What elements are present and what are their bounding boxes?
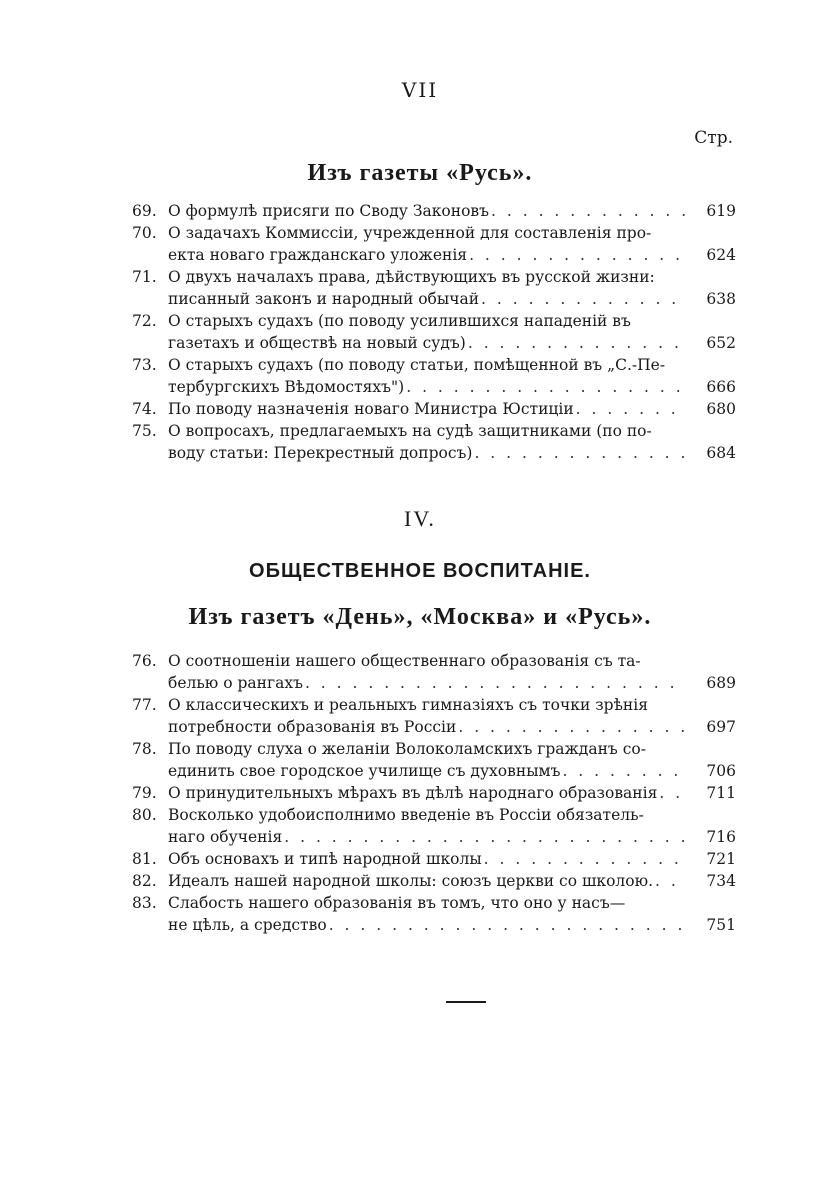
toc-dot-leader [458,716,686,738]
toc-entry-title: Восколько удобоисполнимо введеніе въ Россіи обязатель- [168,806,644,824]
toc-entry-title: тербургскихъ Вѣдомостяхъ") [168,378,405,396]
toc-entry-page: 716 [706,828,736,846]
toc-entry-line [132,826,736,848]
toc-entry-number: 79. [132,784,157,802]
toc-entry-line [132,848,736,870]
toc-entry-line [132,738,736,760]
toc-entry-page: 697 [706,718,736,736]
toc-entry-line [132,288,736,310]
toc-entry-line [132,694,736,716]
toc-entry-page: 652 [706,334,736,352]
toc-dot-leader [481,288,686,310]
toc-entry [132,266,736,310]
toc-entry-page: 734 [706,872,736,890]
toc-entry-number: 83. [132,894,157,912]
toc-entry [132,420,736,464]
toc-entry-title: наго обученія [168,828,283,846]
toc-entry-title: О старыхъ судахъ (по поводу усилившихся нападеній въ [168,312,631,330]
toc-entry-page: 680 [706,400,736,418]
toc-entry-line [132,222,736,244]
toc-entry-line [132,782,736,804]
toc-entry [132,870,736,892]
toc-entry [132,650,736,694]
toc-entry-title: единить свое городское училище съ духовнымъ [168,762,561,780]
toc-entry-page: 638 [706,290,736,308]
toc-dot-leader [284,826,686,848]
toc-entry-number: 82. [132,872,157,890]
toc-entry-title: О соотношеніи нашего общественнаго образованія съ та- [168,652,641,670]
toc-entry-number: 70. [132,224,157,242]
page-number: VII [401,78,439,102]
toc-dot-leader [305,672,686,694]
toc-entry-line [132,354,736,376]
toc-entry-line [132,266,736,288]
toc-dot-leader [576,398,686,420]
toc-dot-leader [406,376,686,398]
toc-dot-leader [474,442,686,464]
toc-entry-line [132,914,736,936]
toc-entry-number: 73. [132,356,157,374]
toc-dot-leader [484,848,686,870]
toc-entry-title: екта новаго гражданскаго уложенія [168,246,468,264]
toc-section2 [132,650,736,936]
toc-entry-title: О принудительныхъ мѣрахъ въ дѣлѣ народнаго образованія [168,784,658,802]
toc-entry-line [132,420,736,442]
toc-entry-number: 75. [132,422,157,440]
toc-entry-number: 71. [132,268,157,286]
part-title: ОБЩЕСТВЕННОЕ ВОСПИТАНІЕ. [249,560,591,582]
toc-entry-title: воду статьи: Перекрестный допросъ) [168,444,473,462]
toc-entry-title: писанный законъ и народный обычай [168,290,480,308]
toc-dot-leader [562,760,686,782]
toc-entry-line [132,332,736,354]
toc-entry-title: О двухъ началахъ права, дѣйствующихъ въ русской жизни: [168,268,655,286]
section2-source-heading: Изъ газетъ «День», «Москва» и «Русь». [188,604,652,630]
toc-entry-title: Слабость нашего образованія въ томъ, что оно у насъ— [168,894,626,912]
toc-dot-leader [655,870,686,892]
toc-entry-number: 77. [132,696,157,714]
section1-source-heading: Изъ газеты «Русь». [307,160,533,186]
toc-entry-title: По поводу слуха о желаніи Волоколамскихъ гражданъ со- [168,740,646,758]
toc-entry [132,738,736,782]
toc-entry [132,804,736,848]
toc-entry-line [132,244,736,266]
toc-entry [132,200,736,222]
toc-entry-page: 751 [706,916,736,934]
toc-entry-number: 81. [132,850,157,868]
toc-entry-title: не цѣль, а средство [168,916,327,934]
toc-entry-page: 711 [706,784,736,802]
toc-entry-line [132,804,736,826]
toc-entry-page: 706 [706,762,736,780]
toc-entry-line [132,892,736,914]
toc-entry [132,694,736,738]
toc-entry-page: 721 [706,850,736,868]
page-column-header: Стр. [694,128,733,148]
toc-entry-title: О вопросахъ, предлагаемыхъ на судѣ защитниками (по по- [168,422,652,440]
toc-entry-line [132,200,736,222]
toc-entry-page: 624 [706,246,736,264]
part-number: IV. [404,506,436,531]
end-rule [446,1001,486,1003]
toc-dot-leader [659,782,686,804]
toc-dot-leader [468,332,686,354]
toc-entry-page: 684 [706,444,736,462]
toc-entry-page: 619 [706,202,736,220]
toc-dot-leader [329,914,686,936]
toc-entry [132,848,736,870]
toc-section1 [132,200,736,464]
toc-dot-leader [469,244,686,266]
toc-entry-line [132,650,736,672]
toc-entry-number: 78. [132,740,157,758]
toc-entry-title: Идеалъ нашей народной школы: союзъ церкви со школою. [168,872,654,890]
toc-entry-title: газетахъ и обществѣ на новый судъ) [168,334,466,352]
toc-entry-line [132,870,736,892]
toc-entry [132,782,736,804]
toc-entry [132,892,736,936]
toc-entry-number: 72. [132,312,157,330]
toc-entry-line [132,310,736,332]
toc-entry-title: О задачахъ Коммиссіи, учрежденной для составленія про- [168,224,652,242]
toc-entry-page: 689 [706,674,736,692]
toc-dot-leader [491,200,686,222]
toc-entry-line [132,760,736,782]
toc-entry [132,310,736,354]
toc-entry [132,354,736,398]
toc-entry-number: 80. [132,806,157,824]
toc-entry-title: О формулѣ присяги по Своду Законовъ [168,202,490,220]
toc-entry-number: 74. [132,400,157,418]
toc-entry-title: О классическихъ и реальныхъ гимназіяхъ съ точки зрѣнія [168,696,648,714]
toc-entry-title: белью о рангахъ [168,674,303,692]
toc-entry-title: Объ основахъ и типѣ народной школы [168,850,482,868]
toc-entry-line [132,716,736,738]
toc-entry-title: потребности образованія въ Россіи [168,718,457,736]
toc-entry-line [132,376,736,398]
toc-entry-line [132,398,736,420]
toc-entry-number: 69. [132,202,157,220]
toc-entry-line [132,672,736,694]
toc-entry-title: О старыхъ судахъ (по поводу статьи, помѣщенной въ „С.-Пе- [168,356,666,374]
toc-entry-number: 76. [132,652,157,670]
toc-entry-title: По поводу назначенія новаго Министра Юстиціи [168,400,574,418]
toc-entry [132,398,736,420]
toc-entry-line [132,442,736,464]
toc-entry-page: 666 [706,378,736,396]
toc-entry [132,222,736,266]
